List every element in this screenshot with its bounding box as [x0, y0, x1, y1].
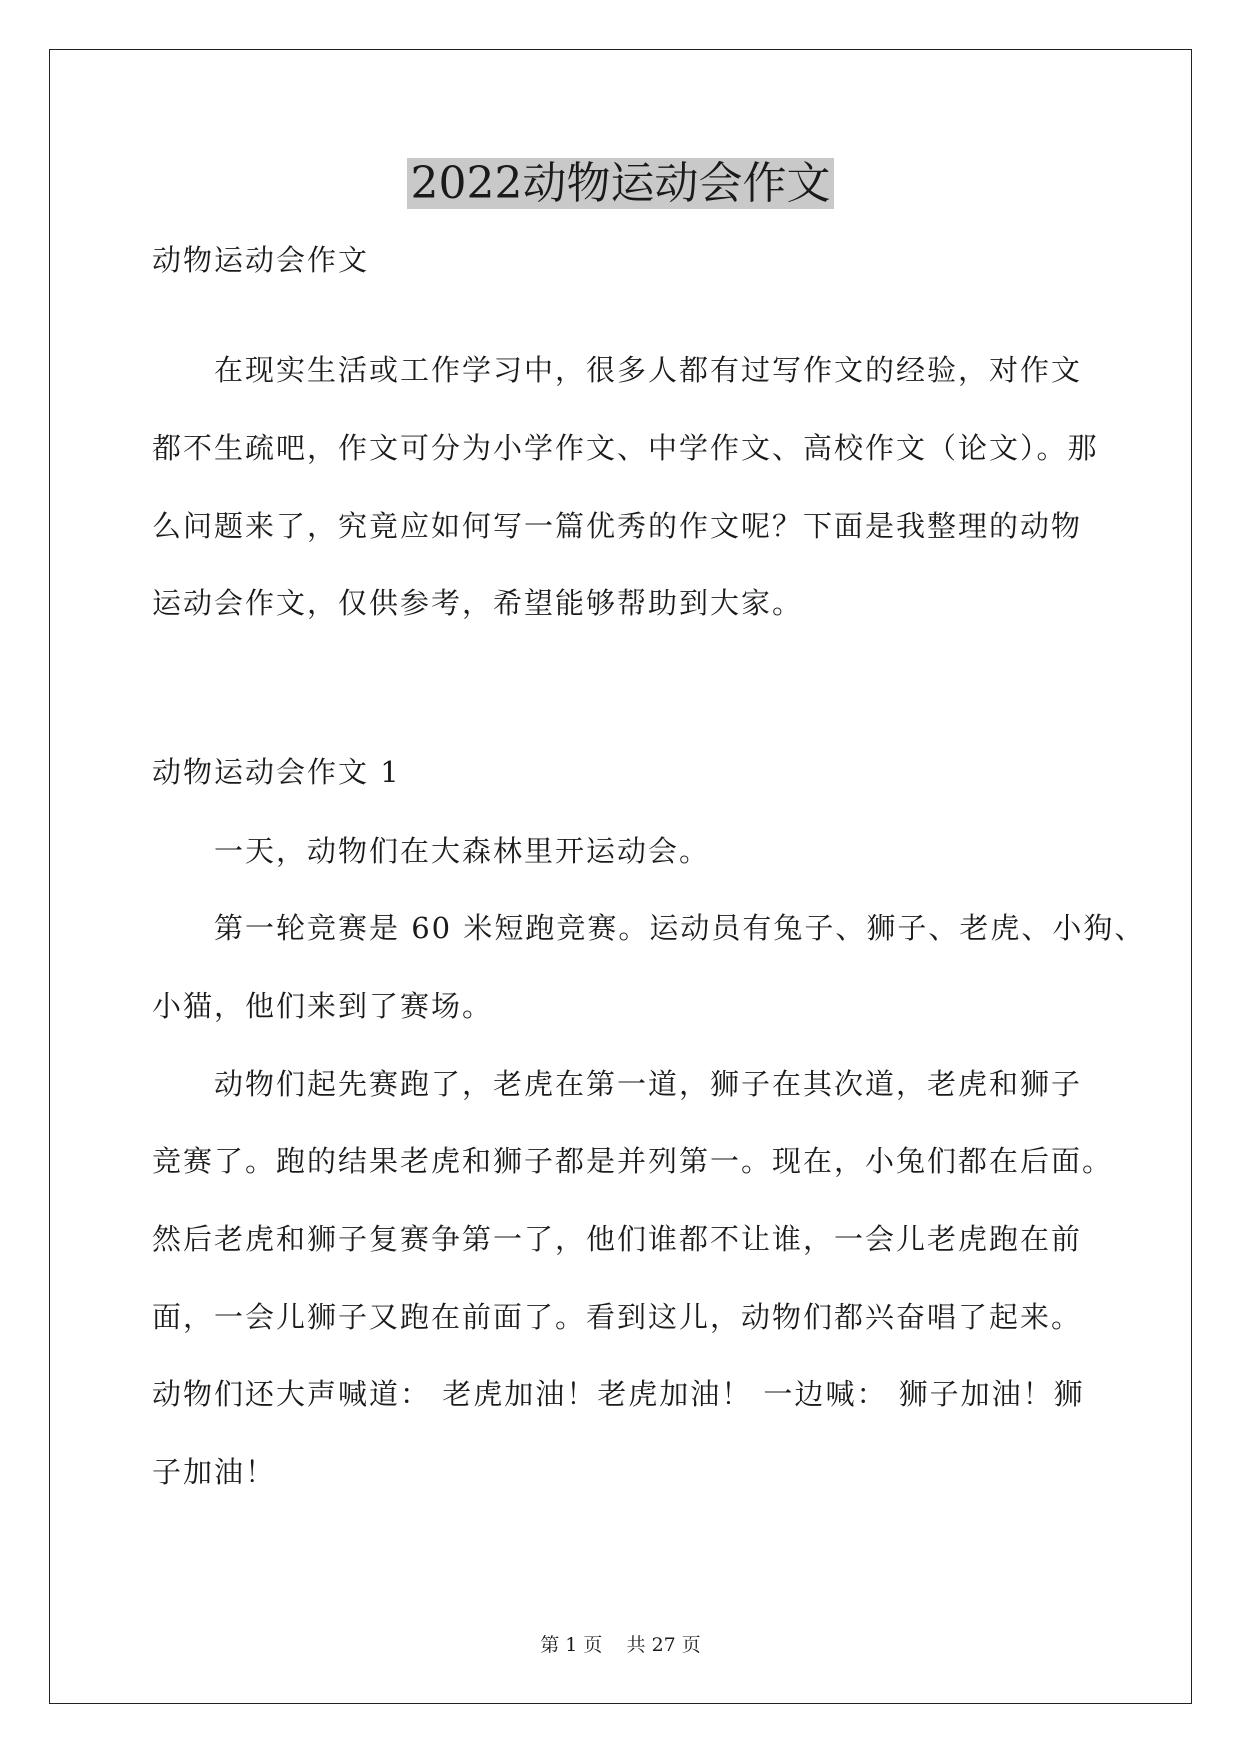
page-footer [0, 1632, 1241, 1658]
paragraph-line: 动物们还大声喊道： 老虎加油！老虎加油！ 一边喊： 狮子加油！狮 [152, 1377, 1085, 1411]
paragraph-line: 面，一会儿狮子又跑在前面了。看到这儿，动物们都兴奋唱了起来。 [152, 1300, 1083, 1334]
paragraph-line: 第一轮竞赛是 60 米短跑竞赛。运动员有兔子、狮子、老虎、小狗、 [214, 911, 1146, 945]
paragraph-line: 一天，动物们在大森林里开运动会。 [214, 834, 711, 868]
page-total: 共 27 页 [626, 1634, 701, 1656]
paragraph-line: 小猫，他们来到了赛场。 [152, 989, 494, 1023]
page-number: 第 1 页 [540, 1634, 603, 1656]
document-title-text: 2022动物运动会作文 [407, 158, 835, 209]
paragraph-line: 竞赛了。跑的结果老虎和狮子都是并列第一。现在，小兔们都在后面。 [152, 1144, 1114, 1178]
subtitle: 动物运动会作文 [152, 243, 370, 277]
intro-line: 在现实生活或工作学习中，很多人都有过写作文的经验，对作文 [214, 353, 1083, 387]
paragraph-line: 子加油！ [152, 1455, 277, 1489]
section-heading: 动物运动会作文 1 [152, 755, 401, 789]
intro-line: 运动会作文，仅供参考，希望能够帮助到大家。 [152, 586, 804, 620]
document-title [0, 152, 1241, 216]
intro-line: 都不生疏吧，作文可分为小学作文、中学作文、高校作文（论文）。那 [152, 431, 1099, 465]
intro-line: 么问题来了，究竟应如何写一篇优秀的作文呢？下面是我整理的动物 [152, 509, 1083, 543]
paragraph-line: 动物们起先赛跑了，老虎在第一道，狮子在其次道，老虎和狮子 [214, 1067, 1083, 1101]
paragraph-line: 然后老虎和狮子复赛争第一了，他们谁都不让谁，一会儿老虎跑在前 [152, 1222, 1083, 1256]
